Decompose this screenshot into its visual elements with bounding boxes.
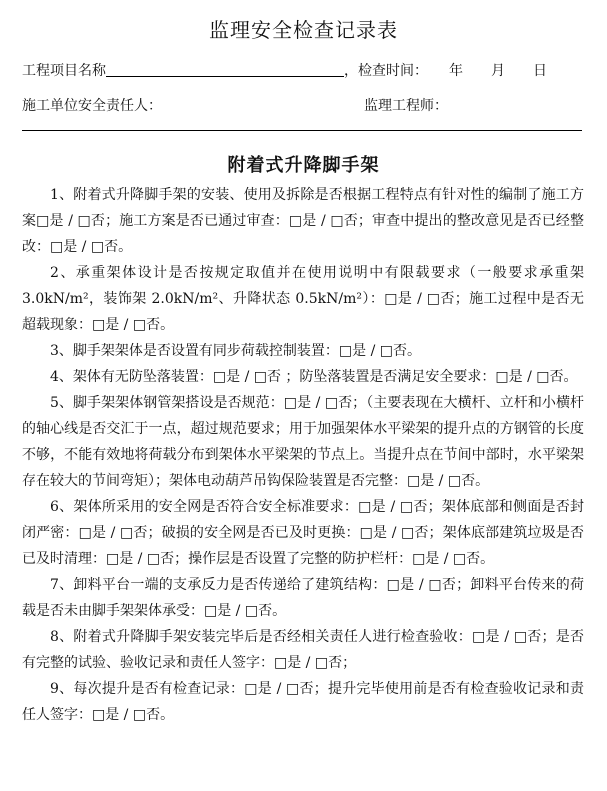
checklist-item: 3、脚手架架体是否设置有同步荷载控制装置：□是 / □否。 — [50, 343, 421, 359]
project-name-row — [22, 60, 547, 80]
project-name-label: 工程项目名称 — [22, 63, 106, 79]
checklist-item: 5、脚手架架体钢管架搭设是否规范：□是 / □否；（主要表现在大横杆、立杆和小横杆的轴心线是否交汇于一点，超过规范要求；用于加强架体水平梁架的提升点的方钢管的长度不够，不能有效地将荷载分布到架体水平梁架的节点上。当提升点在节间中部时，水平梁架存在较大的节间弯矩）；架体电动葫芦吊钩保险装置是否完整：□是 / □否。 — [22, 395, 584, 489]
checklist-item: 4、架体有无防坠落装置：□是 / □否 ；防坠落装置是否满足安全要求：□是 / □否。 — [50, 369, 578, 385]
checklist-item: 2、承重架体设计是否按规定取值并在使用说明中有限载要求（一般要求承重架3.0kN/m²，装饰架 2.0kN/m²、升降状态 0.5kN/m²）：□是 / □否；施工过程中是否无超载现象：□是 / □否。 — [22, 265, 584, 333]
checklist-item: 8、附着式升降脚手架安装完毕后是否经相关责任人进行检查验收：□是 / □否；是否有完整的试验、验收记录和责任人签字：□是 / □否； — [22, 629, 584, 671]
divider — [22, 130, 582, 131]
engineer-label: 监理工程师： — [364, 98, 448, 114]
safety-person-label: 施工单位安全责任人： — [22, 98, 162, 114]
form-title: 监理安全检查记录表 — [209, 18, 398, 42]
project-name-field[interactable] — [106, 62, 344, 77]
checklist-item: 9、每次提升是否有检查记录：□是 / □否；提升完毕使用前是否有检查验收记录和责任人签字：□是 / □否。 — [22, 681, 584, 723]
check-time-label: ，检查时间： 年 月 日 — [344, 63, 547, 79]
checklist — [22, 182, 584, 728]
checklist-item: 6、架体所采用的安全网是否符合安全标准要求：□是 / □否；架体底部和侧面是否封闭严密：□是 / □否；破损的安全网是否已及时更换：□是 / □否；架体底部建筑垃圾是否已及时清理：□是 / □否；操作层是否设置了完整的防护栏杆：□是 / □否。 — [22, 499, 584, 567]
checklist-item: 7、卸料平台一端的支承反力是否传递给了建筑结构：□是 / □否；卸料平台传来的荷载是否未由脚手架架体承受：□是 / □否。 — [22, 577, 584, 619]
section-title: 附着式升降脚手架 — [227, 155, 380, 176]
checklist-item: 1、附着式升降脚手架的安装、使用及拆除是否根据工程特点有针对性的编制了施工方案□是 / □否；施工方案是否已通过审查：□是 / □否；审查中提出的整改意见是否已经整改：□是 / □否。 — [22, 187, 584, 255]
